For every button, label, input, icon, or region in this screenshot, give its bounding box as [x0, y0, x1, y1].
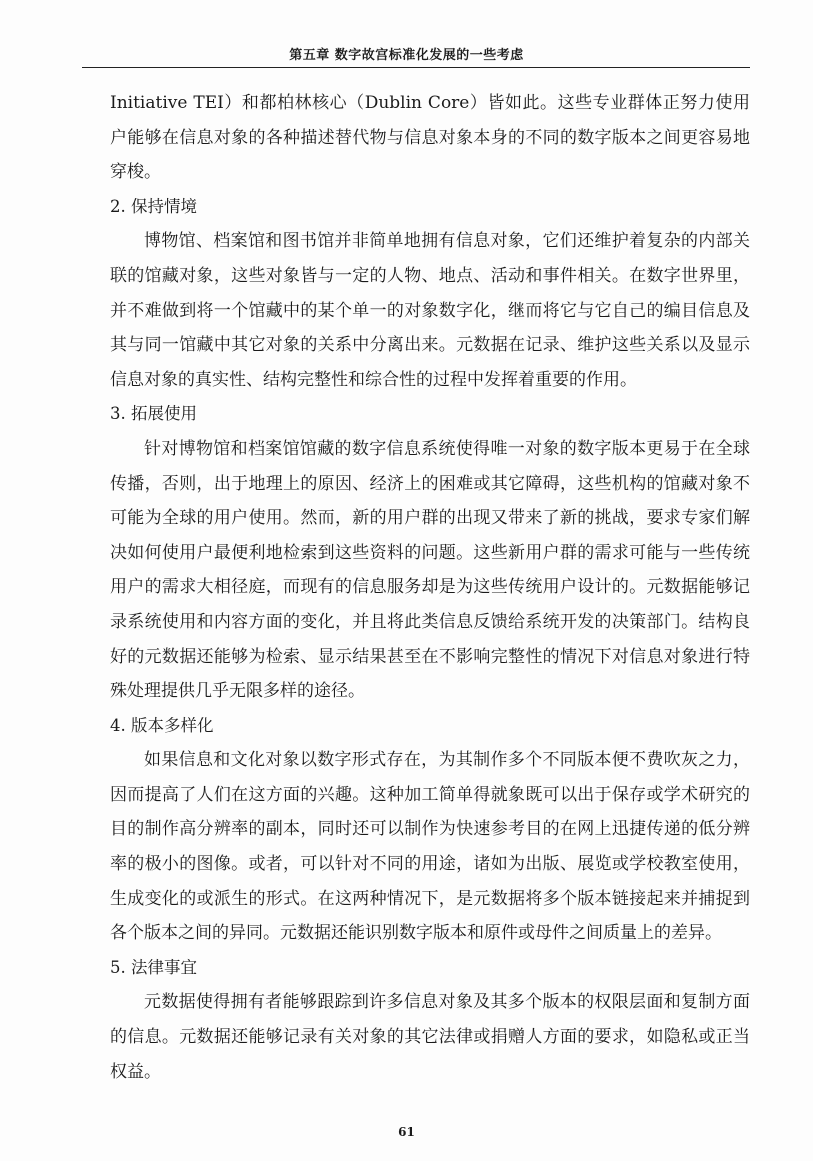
paragraph-5: 元数据使得拥有者能够跟踪到许多信息对象及其多个版本的权限层面和复制方面的信息。元数据还能够记录有关对象的其它法律或捐赠人方面的要求，如隐私或正当权益。: [110, 992, 750, 1082]
section-heading-3: 3. 拓展使用: [110, 404, 197, 424]
paragraph-1: Initiative TEI）和都柏林核心（Dublin Core）皆如此。这些专业群体正努力使用户能够在信息对象的各种描述替代物与信息对象本身的不同的数字版本之间更容易地穿梭。: [110, 93, 750, 183]
paragraph-2: 博物馆、档案馆和图书馆并非简单地拥有信息对象，它们还维护着复杂的内部关联的馆藏对象，这些对象皆与一定的人物、地点、活动和事件相关。在数字世界里，并不难做到将一个馆藏中的某个单一的对象数字化，继而将它与它自己的编目信息及其与同一馆藏中其它对象的关系中分离出来。元数据在记录、维护这些关系以及显示信息对象的真实性、结构完整性和综合性的过程中发挥着重要的作用。: [110, 231, 750, 390]
paragraph-4: 如果信息和文化对象以数字形式存在，为其制作多个不同版本便不费吹灰之力，因而提高了人们在这方面的兴趣。这种加工简单得就象既可以出于保存或学术研究的目的制作高分辨率的副本，同时还可以制作为快速参考目的在网上迅捷传递的低分辨率的极小的图像。或者，可以针对不同的用途，诸如为出版、展览或学校教室使用，生成变化的或派生的形式。在这两种情况下，是元数据将多个版本链接起来并捕捉到各个版本之间的异同。元数据还能识别数字版本和原件或母件之间质量上的差异。: [110, 750, 750, 944]
body-text: [110, 86, 750, 1089]
page-number: 61: [398, 1125, 415, 1139]
section-heading-2: 2. 保持情境: [110, 196, 197, 216]
paragraph-3: 针对博物馆和档案馆馆藏的数字信息系统使得唯一对象的数字版本更易于在全球传播，否则，出于地理上的原因、经济上的困难或其它障碍，这些机构的馆藏对象不可能为全球的用户使用。然而，新的用户群的出现又带来了新的挑战，要求专家们解决如何使用户最便利地检索到这些资料的问题。这些新用户群的需求可能与一些传统用户的需求大相径庭，而现有的信息服务却是为这些传统用户设计的。元数据能够记录系统使用和内容方面的变化，并且将此类信息反馈给系统开发的决策部门。结构良好的元数据还能够为检索、显示结果甚至在不影响完整性的情况下对信息对象进行特殊处理提供几乎无限多样的途径。: [110, 438, 750, 702]
header-rule: [82, 67, 750, 68]
running-header: 第五章 数字故宫标准化发展的一些考虑: [289, 48, 524, 63]
section-heading-4: 4. 版本多样化: [110, 715, 214, 735]
section-heading-5: 5. 法律事宜: [110, 957, 197, 977]
